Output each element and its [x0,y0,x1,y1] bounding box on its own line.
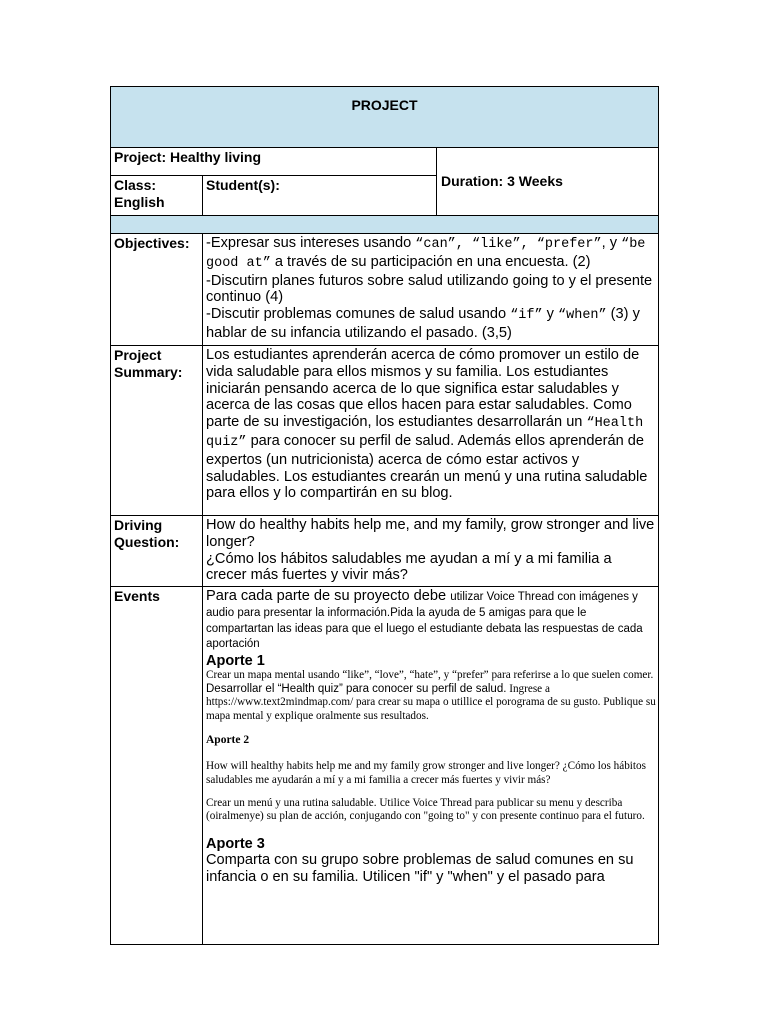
events-intro: Para cada parte de su proyecto debe utilizar Voice Thread con imágenes y audio para presentar la información.Pida la ayuda de 5 amigas para que le compartartan las ideas para que el luego el estudiante debata las respuestas de cada aportación [206,588,643,651]
events-content [203,587,659,945]
page-title: PROJECT [111,87,659,148]
driving-question-spanish: ¿Cómo los hábitos saludables me ayudan a mí y a mi familia a crecer más fuertes y vivir más? [206,550,612,584]
objectives-label: Objectives: [111,234,203,346]
aporte-3-title: Aporte 3 [206,836,265,853]
project-name: Project: Healthy living [111,148,437,176]
class-label: Class: [114,177,157,193]
aporte-2-task: Crear un menú y una rutina saludable. Utilice Voice Thread para publicar su menu y describa (oiralmenye) su plan de acción, conjugando con "going to" y con presente continuo para el futuro. [206,796,645,823]
objectives-row [111,234,659,346]
blue-divider [111,216,659,234]
driving-question-english: How do healthy habits help me, and my family, grow stronger and live longer? [206,517,655,550]
events-label: Events [111,587,203,945]
students-label: Student(s): [203,176,437,216]
summary-label: Project Summary: [111,346,203,516]
driving-label: Driving Question: [111,516,203,587]
objectives-content [203,234,659,346]
aporte-2-question: How will healthy habits help me and my family grow stronger and live longer? ¿Cómo los hábitos saludables me ayudarán a mí y a mi familia a crecer más fuertes y vivir más? [206,759,646,786]
duration: Duration: 3 Weeks [437,148,659,216]
aporte-2-title: Aporte 2 [206,733,250,746]
summary-content: Los estudiantes aprenderán acerca de cómo promover un estilo de vida saludable para ellos mismos y su familia. Los estudiantes iniciarán pensando acerca de lo que significa estar saludables y acerca de las cosas que ellos hacen para estar saludables. Como parte de su investigación, los estudiantes desarrollarán un “Health quiz” para conocer su perfil de salud. Además ellos aprenderán de expertos (un nutricionista) acerca de cómo estar activos y saludables. Los estudiantes crearán un menú y una rutina saludable para ellos y lo compartirán en su blog. [203,346,659,516]
objective-2: -Discutirn planes futuros sobre salud utilizando going to y el presente continuo (4) [206,272,653,306]
aporte-3-text: Comparta con su grupo sobre problemas de salud comunes en su infancia o en su familia. Utilicen "if" y "when" y el pasado para [206,852,634,885]
summary-row [111,346,659,516]
objective-3: -Discutir problemas comunes de salud usando “if” y “when” (3) y hablar de su infancia utilizando el pasado. (3,5) [206,306,640,341]
events-row [111,587,659,945]
driving-question-row [111,516,659,587]
project-name-row [111,148,659,176]
objective-1: -Expresar sus intereses usando “can”, “like”, “prefer”, y “be good at” a través de su participación en una encuesta. (2) [206,235,646,271]
aporte-1-title: Aporte 1 [206,652,265,669]
project-table [110,86,659,945]
title-row [111,87,659,148]
driving-content [203,516,659,587]
aporte-1-text: Crear un mapa mental usando “like”, “love”, “hate”, y “prefer” para referirse a lo que suelen comer. Desarrollar el “Health quiz” para conocer su perfil de salud. Ingrese a https://www.text2mindmap.com/ para crear su mapa o utillice el porograma de su gusto. Publique su mapa mental y explique oralmente sus resultados. [206,668,656,723]
class-value: English [114,194,165,210]
class-cell [111,176,203,216]
spacer-row [111,216,659,234]
